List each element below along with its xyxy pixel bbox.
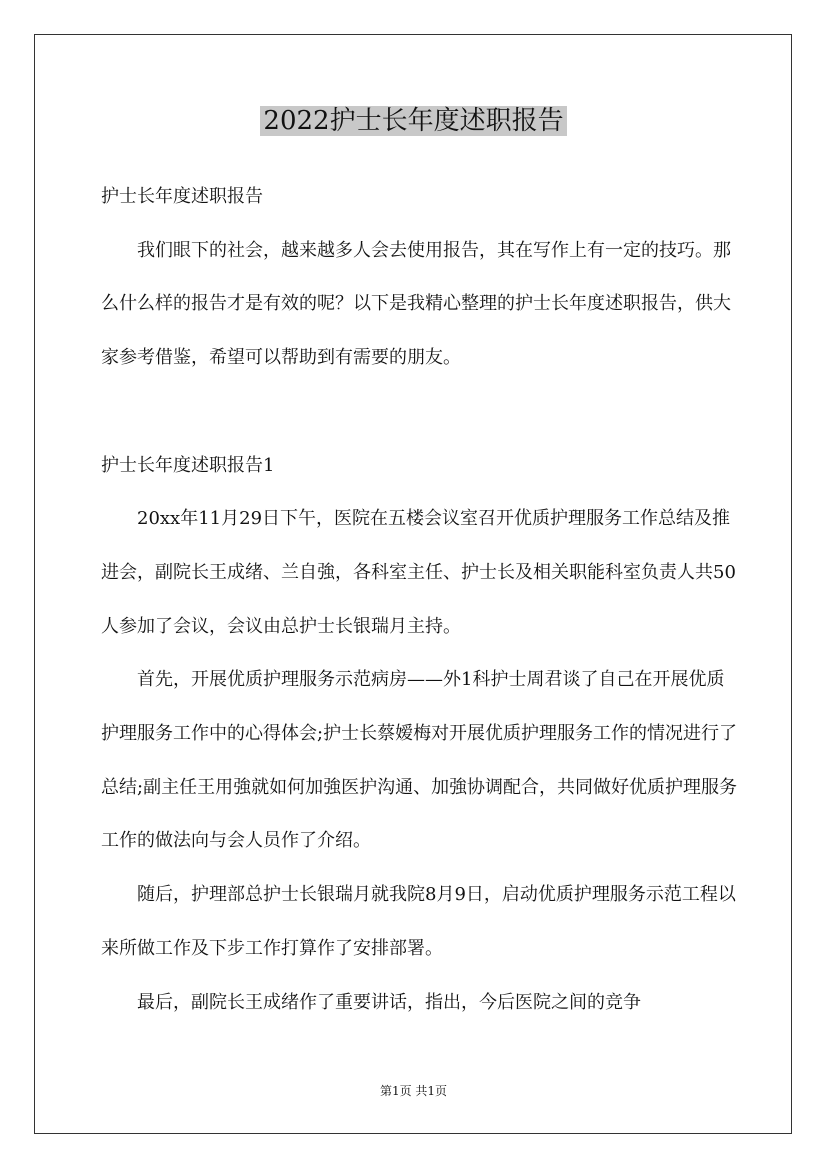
section-heading: 护士长年度述职报告1 bbox=[101, 454, 275, 476]
intro-paragraph: 我们眼下的社会，越来越多人会去使用报告，其在写作上有一定的技巧。那么什么样的报告才是有效的呢？以下是我精心整理的护士长年度述职报告，供大家参考借鉴，希望可以帮助到有需要的朋友。 bbox=[101, 239, 731, 369]
body-paragraph-3: 随后，护理部总护士长银瑞月就我院8月9日，启动优质护理服务示范工程以来所做工作及下步工作打算作了安排部署。 bbox=[101, 884, 736, 959]
body-paragraph-4: 最后，副院长王成绪作了重要讲话，指出，今后医院之间的竞争 bbox=[137, 991, 641, 1013]
intro-heading: 护士长年度述职报告 bbox=[101, 186, 263, 207]
document-title-text: 2022护士长年度述职报告 bbox=[260, 106, 566, 136]
page-footer bbox=[0, 1083, 827, 1099]
document-title bbox=[0, 101, 827, 141]
document-body bbox=[101, 170, 741, 1029]
body-paragraph-1: 20xx年11月29日下午，医院在五楼会议室召开优质护理服务工作总结及推进会，副院长王成绪、兰自強，各科室主任、护士长及相关职能科室负责人共50人参加了会议，会议由总护士长银瑞月主持。 bbox=[101, 508, 736, 637]
page-number: 第1页 共1页 bbox=[379, 1084, 448, 1098]
section-spacer bbox=[101, 385, 741, 439]
body-paragraph-2: 首先，开展优质护理服务示范病房——外1科护士周君谈了自己在开展优质护理服务工作中的心得体会;护士长蔡嫒梅对开展优质护理服务工作的情况进行了总结;副主任王用強就如何加強医护沟通、加強协调配合，共同做好优质护理服务工作的做法向与会人员作了介绍。 bbox=[101, 669, 738, 852]
